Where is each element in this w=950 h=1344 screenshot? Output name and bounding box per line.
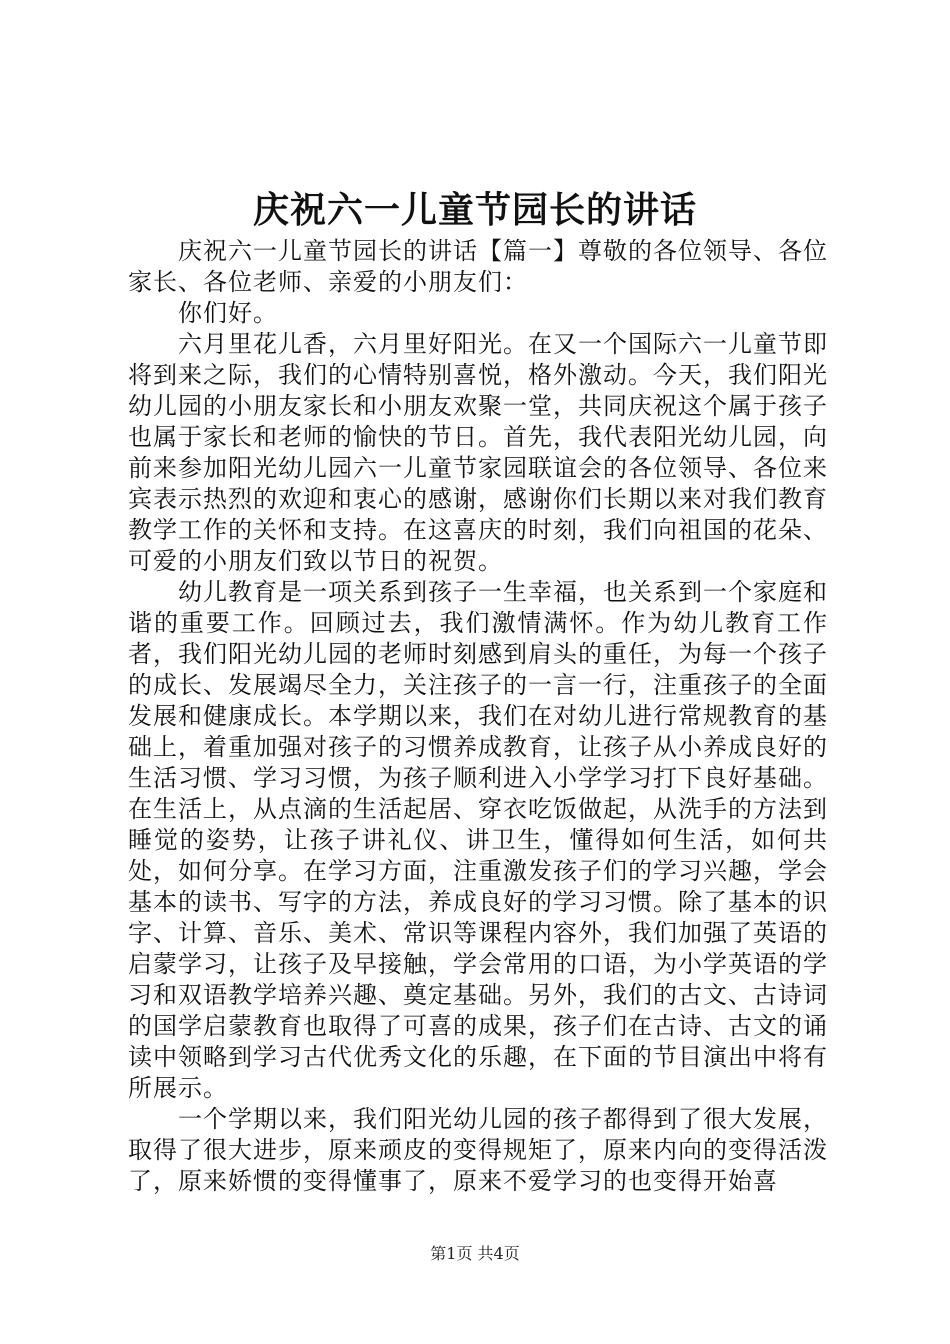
paragraph-2: 你们好。	[178, 299, 278, 327]
page-number-footer: 第1页 共4页	[430, 1244, 520, 1263]
document-title: 庆祝六一儿童节园长的讲话	[252, 189, 697, 231]
paragraph-3: 六月里花儿香，六月里好阳光。在又一个国际六一儿童节即将到来之际，我们的心情特别喜悦，格外激动。今天，我们阳光幼儿园的小朋友家长和小朋友欢聚一堂，共同庆祝这个属于孩子也属于家长和老师的愉快的节日。首先，我代表阳光幼儿园，向前来参加阳光幼儿园六一儿童节家园联谊会的各位领导、各位来宾表示热烈的欢迎和衷心的感谢，感谢你们长期以来对我们教育教学工作的关怀和支持。在这喜庆的时刻，我们向祖国的花朵、可爱的小朋友们致以节日的祝贺。	[128, 330, 828, 575]
document-body	[128, 236, 828, 1197]
paragraph-4: 幼儿教育是一项关系到孩子一生幸福，也关系到一个家庭和谐的重要工作。回顾过去，我们激情满怀。作为幼儿教育工作者，我们阳光幼儿园的老师时刻感到肩头的重任，为每一个孩子的成长、发展竭尽全力，关注孩子的一言一行，注重孩子的全面发展和健康成长。本学期以来，我们在对幼儿进行常规教育的基础上，着重加强对孩子的习惯养成教育，让孩子从小养成良好的生活习惯、学习习惯，为孩子顺利进入小学学习打下良好基础。在生活上，从点滴的生活起居、穿衣吃饭做起，从洗手的方法到睡觉的姿势，让孩子讲礼仪、讲卫生，懂得如何生活，如何共处，如何分享。在学习方面，注重激发孩子们的学习兴趣，学会基本的读书、写字的方法，养成良好的学习习惯。除了基本的识字、计算、音乐、美术、常识等课程内容外，我们加强了英语的启蒙学习，让孩子及早接触，学会常用的口语，为小学英语的学习和双语教学培养兴趣、奠定基础。另外，我们的古文、古诗词的国学启蒙教育也取得了可喜的成果，孩子们在古诗、古文的诵读中领略到学习古代优秀文化的乐趣，在下面的节目演出中将有所展示。	[128, 578, 828, 1102]
paragraph-5: 一个学期以来，我们阳光幼儿园的孩子都得到了很大发展，取得了很大进步，原来顽皮的变得规矩了，原来内向的变得活泼了，原来娇惯的变得懂事了，原来不爱学习的也变得开始喜	[128, 1105, 828, 1195]
paragraph-1: 庆祝六一儿童节园长的讲话【篇一】尊敬的各位领导、各位家长、各位老师、亲爱的小朋友们：	[128, 237, 828, 296]
